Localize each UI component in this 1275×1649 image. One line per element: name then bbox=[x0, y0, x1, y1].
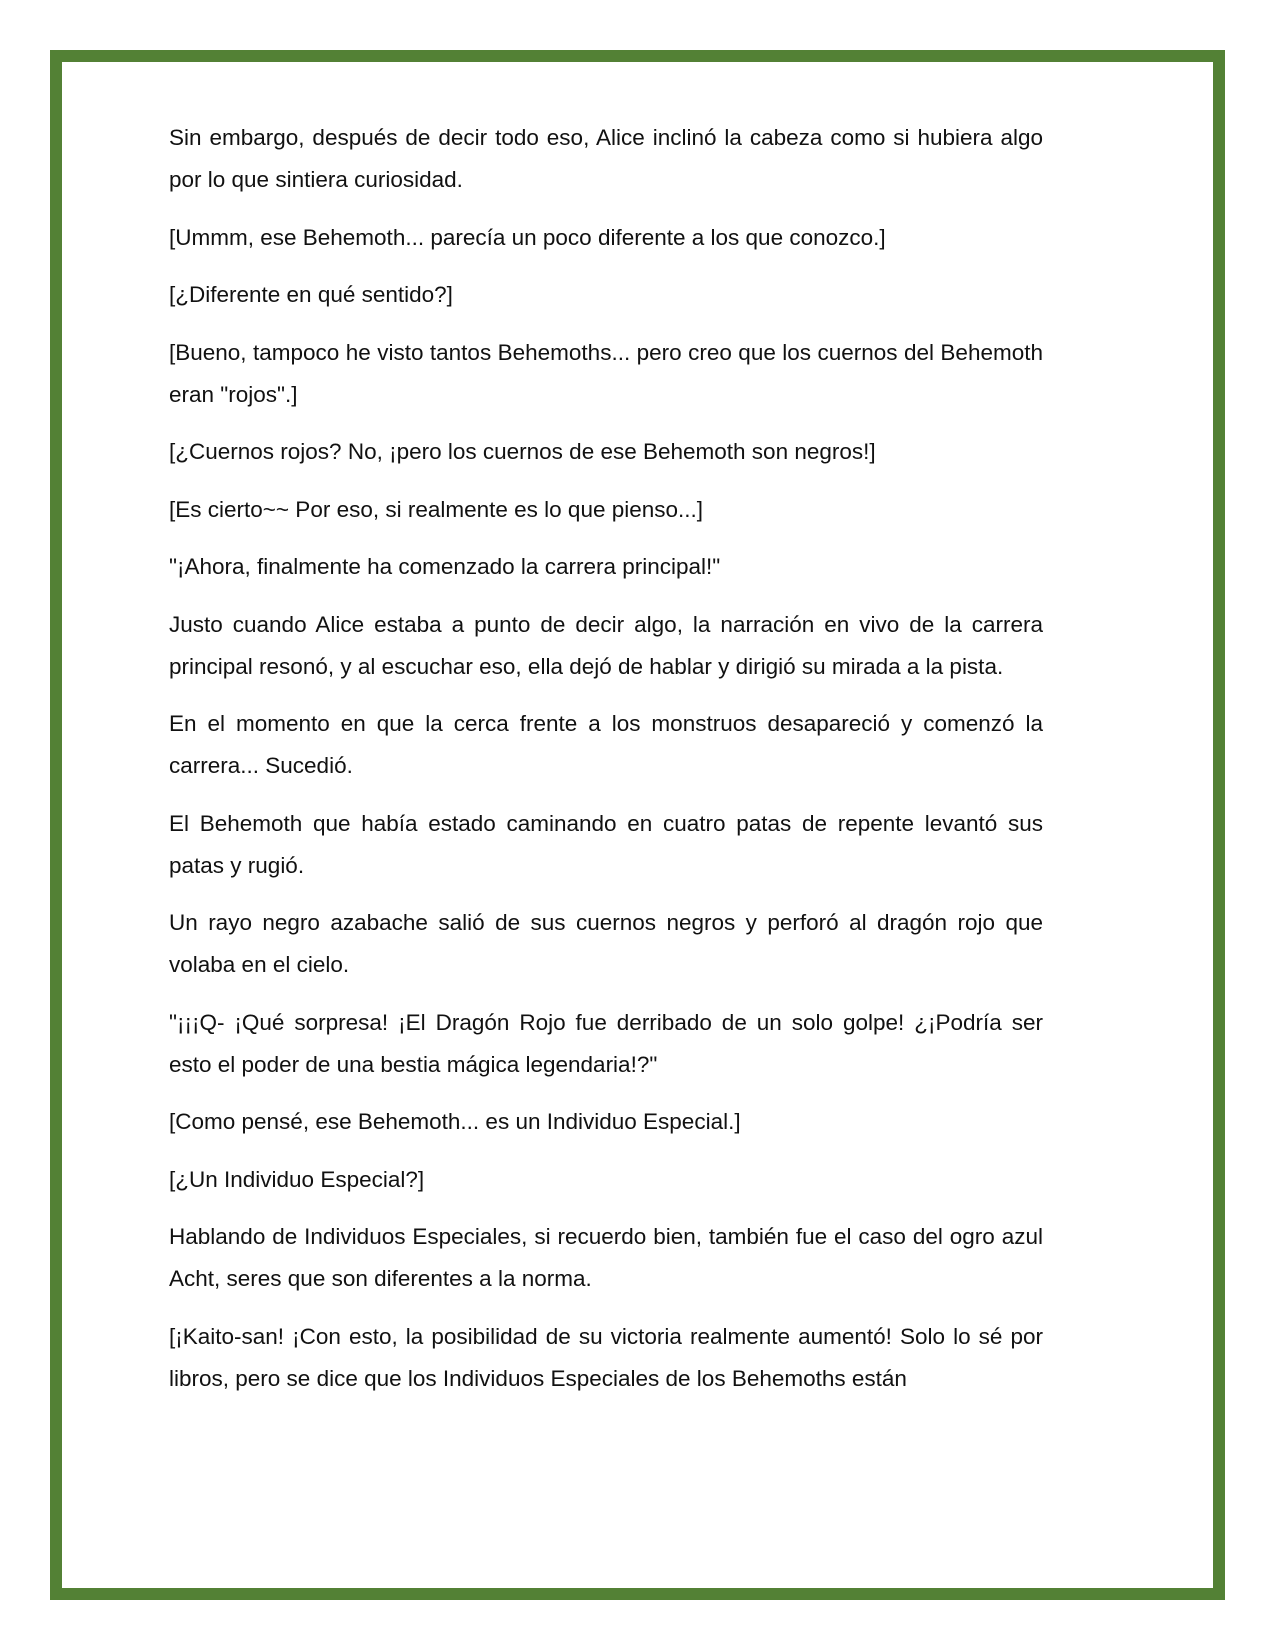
document-body bbox=[169, 117, 1043, 1415]
paragraph: [Como pensé, ese Behemoth... es un Individuo Especial.] bbox=[169, 1109, 741, 1134]
paragraph: En el momento en que la cerca frente a los monstruos desapareció y comenzó la carrera... Sucedió. bbox=[169, 711, 1043, 778]
paragraph: [¿Un Individuo Especial?] bbox=[169, 1166, 425, 1192]
paragraph: "¡Ahora, finalmente ha comenzado la carrera principal!" bbox=[169, 554, 721, 579]
paragraph: [¿Cuernos rojos? No, ¡pero los cuernos de ese Behemoth son negros!] bbox=[169, 439, 876, 464]
paragraph: [¿Diferente en qué sentido?] bbox=[169, 282, 453, 307]
paragraph: El Behemoth que había estado caminando en cuatro patas de repente levantó sus patas y rugió. bbox=[169, 810, 1043, 878]
paragraph: "¡¡¡Q- ¡Qué sorpresa! ¡El Dragón Rojo fue derribado de un solo golpe! ¿¡Podría ser esto el poder de una bestia mágica legendaria!?" bbox=[169, 1009, 1043, 1077]
paragraph: [Bueno, tampoco he visto tantos Behemoths... pero creo que los cuernos del Behemoth eran "rojos".] bbox=[169, 339, 1043, 407]
paragraph: [¡Kaito-san! ¡Con esto, la posibilidad de su victoria realmente aumentó! Solo lo sé por libros, pero se dice que los Individuos Especiales de los Behemoths están bbox=[169, 1323, 1043, 1391]
paragraph: [Ummm, ese Behemoth... parecía un poco diferente a los que conozco.] bbox=[169, 224, 886, 250]
paragraph: [Es cierto~~ Por eso, si realmente es lo que pienso...] bbox=[169, 496, 704, 522]
paragraph: Un rayo negro azabache salió de sus cuernos negros y perforó al dragón rojo que volaba en el cielo. bbox=[169, 910, 1043, 977]
paragraph: Hablando de Individuos Especiales, si recuerdo bien, también fue el caso del ogro azul Acht, seres que son diferentes a la norma. bbox=[169, 1224, 1043, 1291]
paragraph: Justo cuando Alice estaba a punto de decir algo, la narración en vivo de la carrera principal resonó, y al escuchar eso, ella dejó de hablar y dirigió su mirada a la pista. bbox=[169, 611, 1043, 679]
paragraph: Sin embargo, después de decir todo eso, Alice inclinó la cabeza como si hubiera algo por lo que sintiera curiosidad. bbox=[169, 125, 1043, 192]
